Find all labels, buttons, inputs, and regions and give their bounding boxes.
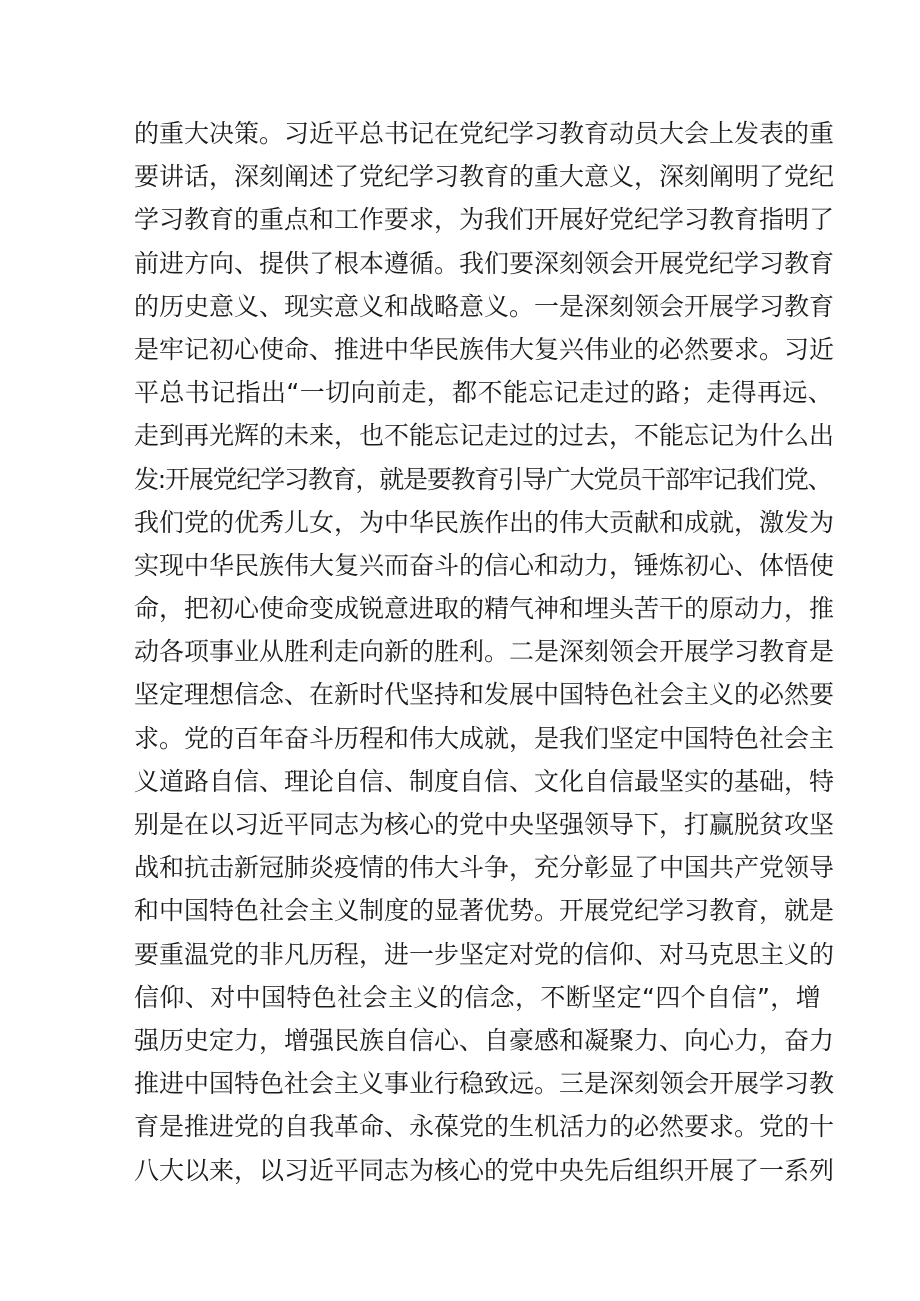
text-line: 求。党的百年奋斗历程和伟大成就，是我们坚定中国特色社会主 xyxy=(134,723,835,753)
text-line: 的历史意义、现实意义和战略意义。一是深刻领会开展学习教育 xyxy=(134,291,835,321)
text-line: 强历史定力，增强民族自信心、自豪感和凝聚力、向心力，奋力 xyxy=(134,1025,835,1055)
text-line: 的重大决策。习近平总书记在党纪学习教育动员大会上发表的重 xyxy=(134,119,835,148)
text-line: 要重温党的非凡历程，进一步坚定对党的信仰、对马克思主义的 xyxy=(134,939,835,969)
text-line: 义道路自信、理论自信、制度自信、文化自信最坚实的基础，特 xyxy=(134,766,835,796)
text-line: 前进方向、提供了根本遵循。我们要深刻领会开展党纪学习教育 xyxy=(134,248,835,278)
text-line: 坚定理想信念、在新时代坚持和发展中国特色社会主义的必然要 xyxy=(134,680,835,710)
text-line: 育是推进党的自我革命、永葆党的生机活力的必然要求。党的十 xyxy=(134,1112,835,1142)
text-line: 走到再光辉的未来，也不能忘记走过的过去，不能忘记为什么出 xyxy=(134,421,835,451)
text-line: 发:开展党纪学习教育，就是要教育引导广大党员干部牢记我们党、 xyxy=(134,464,832,494)
text-line: 八大以来，以习近平同志为核心的党中央先后组织开展了一系列 xyxy=(134,1155,835,1185)
text-line: 命，把初心使命变成锐意进取的精气神和埋头苦干的原动力，推 xyxy=(134,594,835,624)
text-line: 我们党的优秀儿女，为中华民族作出的伟大贡献和成就，激发为 xyxy=(134,507,835,537)
text-line: 平总书记指出“一切向前走，都不能忘记走过的路；走得再远、 xyxy=(134,378,834,408)
text-line: 是牢记初心使命、推进中华民族伟大复兴伟业的必然要求。习近 xyxy=(134,334,835,364)
text-line: 推进中国特色社会主义事业行稳致远。三是深刻领会开展学习教 xyxy=(134,1069,835,1099)
text-line: 信仰、对中国特色社会主义的信念，不断坚定“四个自信”，增 xyxy=(134,982,822,1012)
text-line: 和中国特色社会主义制度的显著优势。开展党纪学习教育，就是 xyxy=(134,896,835,926)
text-line: 实现中华民族伟大复兴而奋斗的信心和动力，锤炼初心、体悟使 xyxy=(134,550,835,580)
text-line: 别是在以习近平同志为核心的党中央坚强领导下，打赢脱贫攻坚 xyxy=(134,810,835,839)
text-line: 战和抗击新冠肺炎疫情的伟大斗争，充分彰显了中国共产党领导 xyxy=(134,853,835,883)
body-text xyxy=(134,112,834,1192)
text-line: 动各项事业从胜利走向新的胜利。二是深刻领会开展学习教育是 xyxy=(134,637,835,667)
text-line: 要讲话，深刻阐述了党纪学习教育的重大意义，深刻阐明了党纪 xyxy=(134,162,835,192)
text-line: 学习教育的重点和工作要求，为我们开展好党纪学习教育指明了 xyxy=(134,205,835,235)
